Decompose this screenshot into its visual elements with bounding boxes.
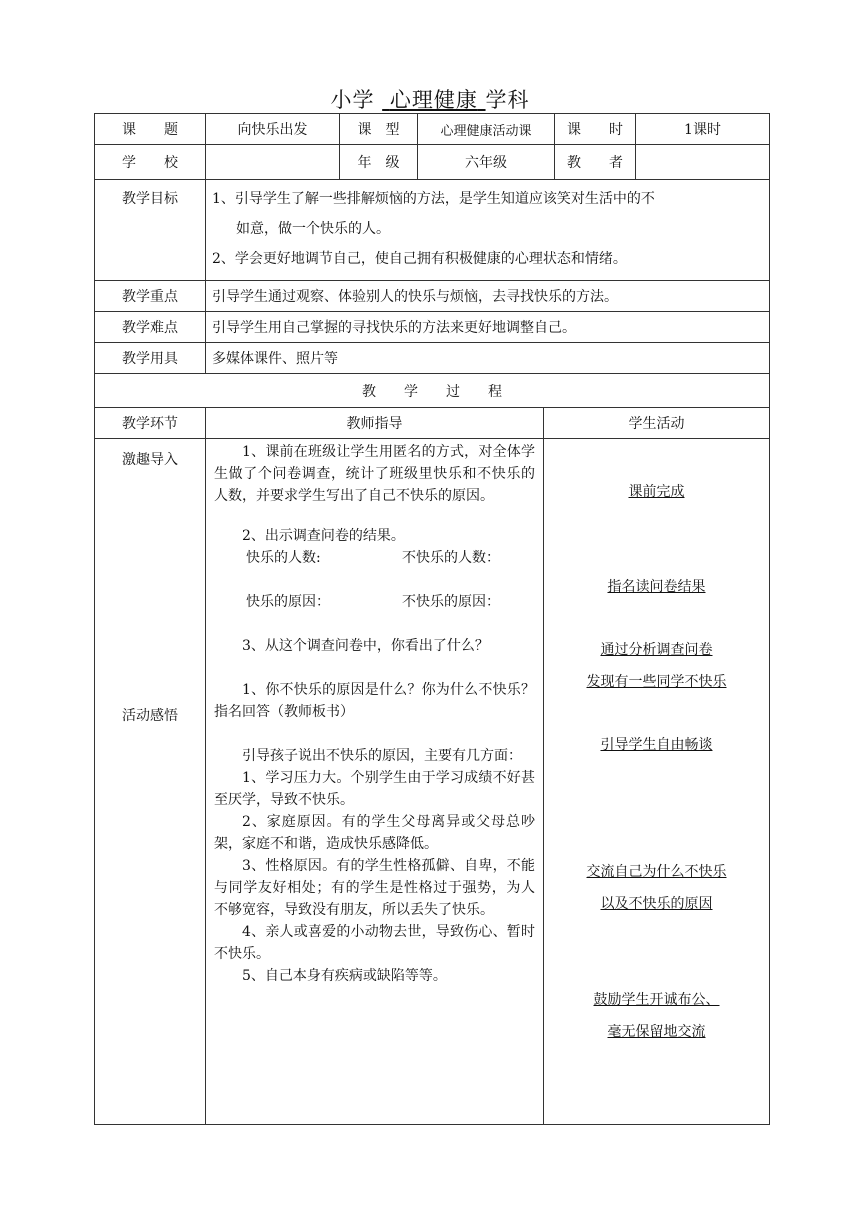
goal-1: 1、引导学生了解一些排解烦恼的方法，是学生知道应该笑对生活中的不 bbox=[212, 191, 655, 207]
row-tools bbox=[95, 343, 770, 374]
student-a6b: 毫无保留地交流 bbox=[607, 1024, 706, 1040]
teacher-p4: 快乐的原因： 不快乐的原因： bbox=[246, 594, 500, 610]
title-grade: 小学 bbox=[330, 88, 375, 112]
teacher-guide-cell bbox=[206, 439, 544, 1125]
row-process-columns bbox=[95, 408, 770, 439]
school-value bbox=[206, 145, 340, 180]
teacher-p5: 3、从这个调查问卷中，你看出了什么？ bbox=[242, 638, 489, 654]
difficulties-label: 教学难点 bbox=[95, 312, 206, 343]
row-goals bbox=[95, 180, 770, 281]
tools-label: 教学用具 bbox=[95, 343, 206, 374]
lesson-plan-table bbox=[94, 113, 770, 1125]
goal-2: 2、学会更好地调节自己，使自己拥有积极健康的心理状态和情绪。 bbox=[212, 251, 627, 267]
teacher-label: 教 者 bbox=[555, 145, 636, 180]
hours-label: 课 时 bbox=[555, 114, 636, 145]
student-a3b: 发现有一些同学不快乐 bbox=[586, 674, 727, 690]
row-school bbox=[95, 145, 770, 180]
student-a4: 引导学生自由畅谈 bbox=[600, 737, 713, 753]
col-stage-header: 教学环节 bbox=[95, 408, 206, 439]
school-label: 学 校 bbox=[95, 145, 206, 180]
grade-label: 年 级 bbox=[340, 145, 418, 180]
teacher-p1: 1、课前在班级让学生用匿名的方式，对全体学生做了个问卷调查，统计了班级里快乐和不快乐的人数，并要求学生写出了自己不快乐的原因。 bbox=[214, 444, 535, 504]
student-a6a: 鼓励学生开诚布公、 bbox=[593, 992, 720, 1008]
teacher-p6: 1、你不快乐的原因是什么？你为什么不快乐？指名回答（教师板书） bbox=[214, 682, 535, 720]
teacher-p7: 引导孩子说出不快乐的原因，主要有几方面： bbox=[242, 748, 522, 764]
teacher-p2: 2、出示调查问卷的结果。 bbox=[242, 528, 405, 544]
row-topic bbox=[95, 114, 770, 145]
student-a3a: 通过分析调查问卷 bbox=[600, 642, 713, 658]
difficulties-value: 引导学生用自己掌握的寻找快乐的方法来更好地调整自己。 bbox=[206, 312, 770, 343]
topic-value: 向快乐出发 bbox=[206, 114, 340, 145]
student-a5b: 以及不快乐的原因 bbox=[600, 896, 713, 912]
stage-intro: 激趣导入 bbox=[122, 452, 178, 468]
teacher-value bbox=[636, 145, 770, 180]
topic-label: 课 题 bbox=[95, 114, 206, 145]
goal-1-cont: 如意，做一个快乐的人。 bbox=[236, 221, 390, 237]
col-teacher-header: 教师指导 bbox=[206, 408, 544, 439]
title-suffix: 学科 bbox=[485, 88, 530, 112]
page-title bbox=[0, 84, 860, 114]
stage-cell bbox=[95, 439, 206, 1125]
teacher-p3: 快乐的人数: 不快乐的人数： bbox=[246, 550, 500, 566]
type-label: 课 型 bbox=[340, 114, 418, 145]
student-activity-cell bbox=[544, 439, 770, 1125]
row-process-body bbox=[95, 439, 770, 1125]
student-a5a: 交流自己为什么不快乐 bbox=[586, 864, 727, 880]
grade-value: 六年级 bbox=[418, 145, 555, 180]
student-a1: 课前完成 bbox=[628, 484, 685, 500]
key-points-label: 教学重点 bbox=[95, 281, 206, 312]
goals-content bbox=[206, 180, 770, 281]
stage-activity: 活动感悟 bbox=[122, 708, 178, 724]
goals-label: 教学目标 bbox=[95, 180, 206, 281]
teacher-p12: 5、自己本身有疾病或缺陷等等。 bbox=[242, 968, 447, 984]
hours-value: 1课时 bbox=[636, 114, 770, 145]
col-student-header: 学生活动 bbox=[544, 408, 770, 439]
teacher-p11: 4、亲人或喜爱的小动物去世，导致伤心、暂时不快乐。 bbox=[214, 924, 535, 962]
row-process-heading bbox=[95, 374, 770, 408]
process-heading: 教 学 过 程 bbox=[95, 374, 770, 408]
tools-value: 多媒体课件、照片等 bbox=[206, 343, 770, 374]
student-a2: 指名读问卷结果 bbox=[607, 579, 706, 595]
teacher-p9: 2、家庭原因。有的学生父母离异或父母总吵架，家庭不和谐，造成快乐感降低。 bbox=[214, 814, 535, 852]
teacher-p8: 1、学习压力大。个别学生由于学习成绩不好甚至厌学，导致不快乐。 bbox=[214, 770, 535, 808]
row-difficulties bbox=[95, 312, 770, 343]
key-points-value: 引导学生通过观察、体验别人的快乐与烦恼，去寻找快乐的方法。 bbox=[206, 281, 770, 312]
type-value: 心理健康活动课 bbox=[418, 114, 555, 145]
title-subject: 心理健康 bbox=[389, 88, 478, 112]
row-key-points bbox=[95, 281, 770, 312]
teacher-guide bbox=[214, 439, 535, 987]
teacher-p10: 3、性格原因。有的学生性格孤僻、自卑，不能与同学友好相处；有的学生是性格过于强势，为人不够宽容，导致没有朋友，所以丢失了快乐。 bbox=[214, 858, 535, 918]
